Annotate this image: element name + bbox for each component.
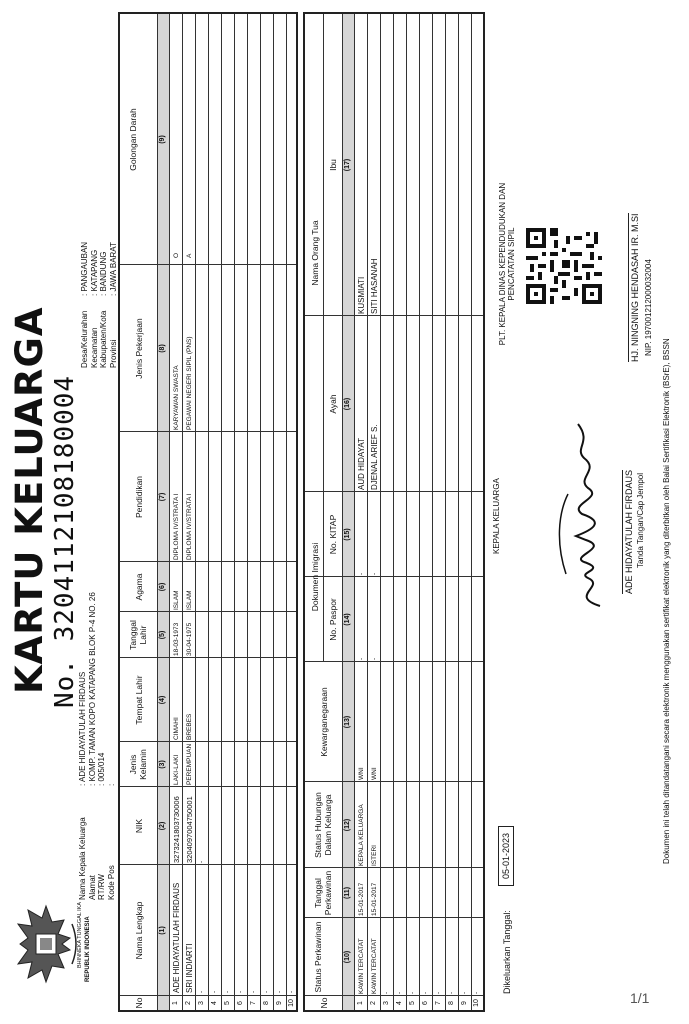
t1-r5-no: 5 [224, 1001, 231, 1005]
t2-r5-status: - [409, 991, 416, 994]
t2-header-status-perkawinan: Status Perkawinan [313, 921, 323, 993]
t2-header-dokumen-imigrasi: Dokumen Imigrasi [310, 542, 320, 612]
t2-colnum-10: (10) [344, 950, 351, 964]
t2-header-nama-orang-tua: Nama Orang Tua [310, 220, 320, 286]
t1-colnum-7: (7) [159, 492, 166, 502]
right-info-labels [80, 311, 118, 368]
garuda-emblem-icon [12, 901, 83, 984]
t2-colnum-13: (13) [344, 715, 351, 729]
t1-r1-nik: 3273241803730006 [172, 796, 181, 863]
t1-colnum-4: (4) [159, 695, 166, 705]
t1-r5-nama: - [224, 990, 231, 993]
t1-r10-no: 10 [288, 999, 295, 1007]
t2-r8-no: 8 [448, 1001, 455, 1005]
t2-r8-status: - [448, 991, 455, 994]
t2-header-kewarganegaraan: Kewarganegaraan [319, 687, 329, 757]
t2-r2-status: KAWIN TERCATAT [371, 938, 378, 994]
label-kode-pos: Kode Pos [106, 865, 116, 900]
t2-colnum-12: (12) [344, 818, 351, 832]
label-kecamatan: Kecamatan [89, 327, 99, 368]
t1-r2-nama: SRI INDIARTI [185, 943, 194, 993]
t1-colnum-5: (5) [159, 630, 166, 640]
t2-r4-no: 4 [396, 1001, 403, 1005]
t1-r3-nama: - [198, 990, 205, 993]
t1-header-tempat-lahir: Tempat Lahir [134, 675, 144, 725]
head-of-family-sub: Tanda Tangan/Cap Jempol [636, 472, 645, 568]
t2-r1-ayah: AUD HIDAYAT [357, 437, 366, 490]
t1-r2-agama: ISLAM [186, 590, 193, 610]
electronic-signature-disclaimer: Dokumen ini telah ditandatangani secara elektronik menggunakan sertifikat elektronik yang diterbitkan oleh Balai Sertifikasi Elektronik (BSrE), BSSN [662, 338, 671, 864]
value-kabupaten: : BANDUNG [99, 251, 108, 296]
t1-r10-nama: - [288, 990, 295, 993]
t2-r1-no: 1 [357, 1001, 364, 1005]
t2-r7-no: 7 [435, 1001, 442, 1005]
t2-r2-ibu: SITI HASANAH [370, 258, 379, 314]
t1-r6-nama: - [237, 990, 244, 993]
t1-r2-tempat: BREBES [186, 713, 193, 740]
label-alamat: Alamat [87, 875, 97, 900]
official-nip: NIP. 197001212000032004 [644, 259, 653, 356]
label-rtrw: RT/RW [97, 874, 106, 900]
t1-header-no: No [134, 997, 144, 1009]
t2-r1-status: KAWIN TERCATAT [358, 938, 365, 994]
issued-label: Dikeluarkan Tanggal: [502, 910, 512, 994]
t1-r2-no: 2 [185, 1001, 192, 1005]
t1-colnum-8: (8) [159, 344, 166, 353]
t2-r2-hubungan: ISTERI [371, 845, 378, 866]
head-of-family-label: KEPALA KELUARGA [492, 478, 501, 554]
t2-r6-status: - [422, 991, 429, 994]
t2-header-ibu: Ibu [328, 159, 338, 171]
value-alamat: : KOMP. TAMAN KOPO KATAPANG BLOK P-4 NO. 26 [87, 592, 97, 786]
t1-r2-jk: PEREMPUAN [186, 743, 193, 785]
t2-r3-status: - [383, 991, 390, 994]
qr-code-icon [526, 228, 602, 304]
t2-r10-no: 10 [473, 999, 480, 1007]
t1-header-nik: NIK [134, 818, 144, 834]
t1-r3-no: 3 [198, 1001, 205, 1005]
t2-r10-status: - [473, 991, 480, 994]
t1-header-agama: Agama [134, 573, 144, 601]
official-name: HJ. NINGNING HENDASAH IR. M.SI [630, 213, 640, 362]
t1-r4-nama: - [211, 990, 218, 993]
t1-r2-pendidikan: DIPLOMA IV/STRATA I [186, 493, 193, 560]
t1-colnum-6: (6) [159, 582, 166, 592]
official-title-line1: PLT. KEPALA DINAS KEPENDUDUKAN DAN [498, 182, 507, 346]
value-desa: : PANGAUBAN [80, 241, 89, 296]
t1-header-jenis-pekerjaan: Jenis Pekerjaan [134, 318, 144, 379]
t2-r7-status: - [435, 991, 442, 994]
page-title: KARTU KELUARGA [8, 306, 51, 694]
t1-r8-no: 8 [263, 1001, 270, 1005]
t2-r4-status: - [396, 991, 403, 994]
t2-r2-tanggal: 15-01-2017 [371, 882, 378, 916]
t2-colnum-15: (15) [344, 528, 351, 541]
left-info-labels [78, 817, 116, 900]
t2-r9-status: - [461, 991, 468, 994]
t1-header-nama: Nama Lengkap [134, 901, 144, 960]
t1-header-pendidikan: Pendidikan [134, 475, 144, 519]
t2-r1-wn: WNI [358, 767, 365, 780]
t1-r9-nama: - [276, 990, 283, 993]
t1-header-tanggal-lahir: Tanggal Lahir [128, 620, 148, 650]
t2-colnum-16: (16) [344, 397, 351, 411]
t1-r7-no: 7 [250, 1001, 257, 1005]
value-kecamatan: : KATAPANG [89, 249, 99, 296]
family-members-table [118, 12, 298, 1012]
t2-colnum-11: (11) [344, 886, 351, 900]
t2-r2-wn: WNI [371, 767, 378, 780]
page-indicator: 1/1 [630, 990, 650, 1006]
t2-r1-ibu: KUSMIATI [357, 276, 366, 314]
t2-r2-kitap: - [371, 572, 378, 575]
t1-r1-no: 1 [172, 1001, 179, 1005]
emblem-caption: REPUBLIK INDONESIA [85, 916, 91, 982]
family-card-number: No. 3204112108180004 [50, 374, 80, 708]
t1-r9-no: 9 [276, 1001, 283, 1005]
t2-header-status-hubungan: Status Hubungan Dalam Keluarga [313, 792, 333, 858]
right-info-values [80, 242, 118, 296]
t2-header-no-kitap: No. KITAP [328, 514, 338, 555]
t2-r1-paspor: - [358, 657, 365, 660]
t1-r8-nama: - [263, 990, 270, 993]
t1-r7-nama: - [250, 990, 257, 993]
t1-r2-nik: 3204097004750001 [185, 796, 194, 863]
t1-r1-agama: ISLAM [173, 590, 180, 610]
t2-r2-ayah: DJENAL ARIEF S. [370, 424, 379, 490]
t2-r1-kitap: - [358, 572, 365, 575]
t1-r1-goldar: O [173, 252, 180, 258]
t2-r6-no: 6 [422, 1001, 429, 1005]
t2-colnum-14: (14) [344, 613, 351, 626]
signature-icon [548, 414, 618, 614]
t2-header-tanggal-perkawinan: Tanggal Perkawinan [313, 870, 333, 916]
family-status-table [303, 12, 485, 1012]
t2-r2-paspor: - [371, 657, 378, 660]
t1-r2-pekerjaan: PEGAWAI NEGERI SIPIL (PNS) [186, 336, 193, 430]
t1-r3-nik: - [198, 860, 205, 863]
t1-r1-jk: LAKI-LAKI [173, 754, 180, 785]
t1-r1-nama: ADE HIDAYATULAH FIRDAUS [172, 882, 181, 993]
t2-header-no-paspor: No. Paspor [328, 598, 338, 641]
t1-header-jenis-kelamin: Jenis Kelamin [128, 749, 148, 780]
official-title-line2: PENCATATAN SIPIL [507, 227, 516, 301]
label-desa: Desa/Kelurahan [80, 310, 89, 368]
t2-header-ayah: Ayah [328, 394, 338, 414]
t2-r2-no: 2 [370, 1001, 377, 1005]
t1-r1-tanggal: 18-03-1973 [173, 622, 180, 656]
official-title [498, 144, 516, 384]
head-of-family-name: ADE HIDAYATULAH FIRDAUS [624, 469, 634, 594]
issued-date: 05-01-2023 [498, 826, 514, 886]
t1-colnum-2: (2) [159, 821, 166, 831]
t1-colnum-3: (3) [159, 760, 166, 769]
t1-r1-tempat: CIMAHI [173, 717, 180, 740]
t1-r4-no: 4 [211, 1001, 218, 1005]
t1-r2-goldar: A [186, 253, 193, 258]
t2-r1-tanggal: 15-01-2017 [358, 882, 365, 916]
label-kabupaten: Kabupaten/Kota [99, 310, 108, 368]
label-kepala-keluarga: Nama Kepala Keluarga [78, 817, 87, 900]
t2-r1-hubungan: KEPALA KELUARGA [358, 804, 365, 866]
left-info-values [78, 592, 116, 786]
t1-r2-tanggal: 30-04-1975 [186, 622, 193, 656]
label-provinsi: Provinsi [108, 339, 118, 368]
t2-r9-no: 9 [461, 1001, 468, 1005]
t2-header-no: No [319, 997, 329, 1009]
t2-r5-no: 5 [409, 1001, 416, 1005]
t1-colnum-9: (9) [159, 135, 166, 144]
t2-r3-no: 3 [383, 1001, 390, 1005]
t1-header-golongan-darah: Golongan Darah [128, 108, 138, 171]
value-rtrw: : 005/014 [97, 752, 106, 786]
value-provinsi: : JAWA BARAT [108, 242, 118, 296]
value-kepala-keluarga: : ADE HIDAYATULAH FIRDAUS [78, 671, 87, 786]
t1-r1-pendidikan: DIPLOMA IV/STRATA I [173, 493, 180, 560]
t1-r6-no: 6 [237, 1001, 244, 1005]
emblem-motto: BHINNEKA TUNGGAL IKA [77, 901, 83, 968]
value-kode-pos: : [106, 783, 116, 786]
t1-r1-pekerjaan: KARYAWAN SWASTA [173, 365, 180, 430]
t2-colnum-17: (17) [344, 158, 351, 172]
t1-colnum-1: (1) [159, 926, 166, 935]
